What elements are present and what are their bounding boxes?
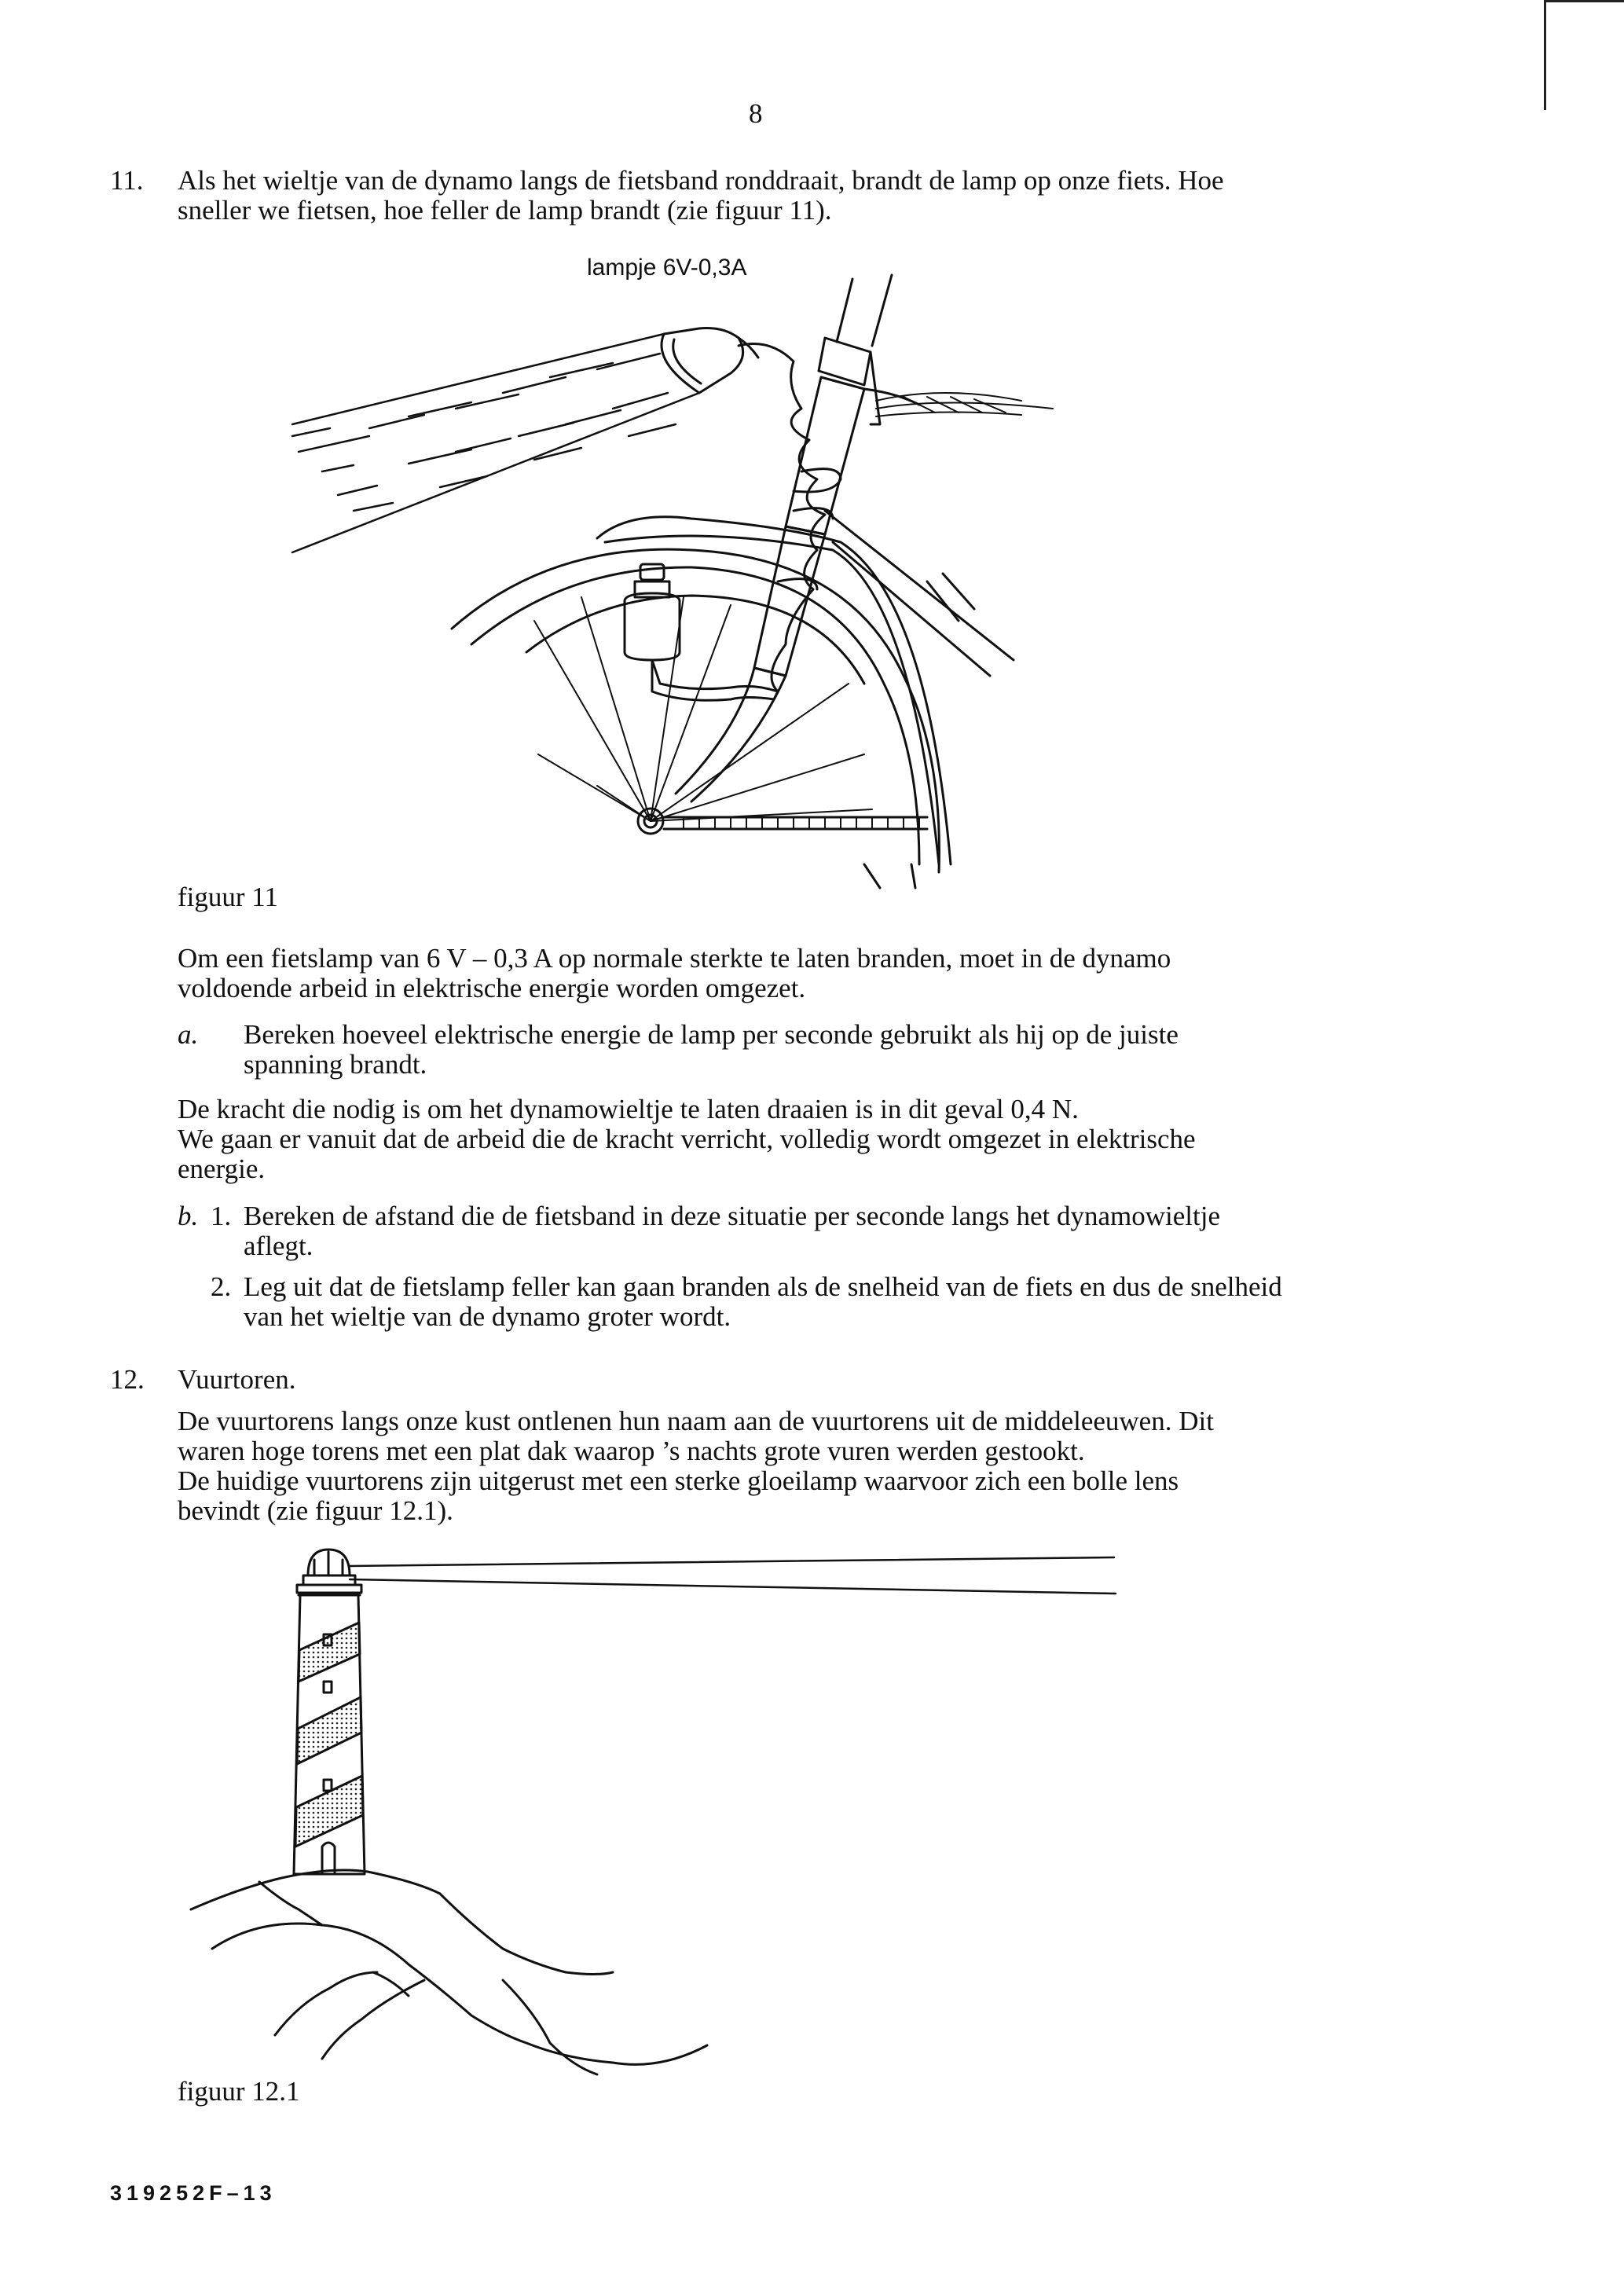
question-12-title: Vuurtoren. xyxy=(178,1364,296,1395)
question-11-text: Als het wieltje van de dynamo langs de fietsband ronddraait, brandt de lamp op onze fiets. Hoe xyxy=(178,165,1224,196)
question-11a-text: Bereken hoeveel elektrische energie de lamp per seconde gebruikt als hij op de juiste xyxy=(244,1019,1179,1050)
question-11b2-text: van het wieltje van de dynamo groter wordt. xyxy=(244,1301,731,1332)
question-11-paragraph: energie. xyxy=(178,1154,266,1184)
question-11a-label: a. xyxy=(178,1019,199,1050)
lighthouse-hill xyxy=(191,1870,707,2074)
question-11-paragraph: De kracht die nodig is om het dynamowieltje te laten draaien is in dit geval 0,4 N. xyxy=(178,1094,1079,1124)
question-11-paragraph: We gaan er vanuit dat de arbeid die de kracht verricht, volledig wordt omgezet in elektrische xyxy=(178,1124,1196,1154)
question-11b1-text: aflegt. xyxy=(244,1231,313,1261)
footer-code: 319252F–13 xyxy=(110,2181,277,2205)
question-11b2-number: 2. xyxy=(211,1271,232,1302)
figure-11-caption: figuur 11 xyxy=(178,882,278,912)
question-12-text: De huidige vuurtorens zijn uitgerust met een sterke gloeilamp waarvoor zich een bolle lens xyxy=(178,1465,1179,1496)
question-12-number: 12. xyxy=(110,1364,145,1395)
page-number: 8 xyxy=(749,98,763,129)
question-12-text: De vuurtorens langs onze kust ontlenen hun naam aan de vuurtorens uit de middeleeuwen. Dit xyxy=(178,1406,1214,1436)
question-12-text: bevindt (zie figuur 12.1). xyxy=(178,1495,453,1526)
question-11b-label: b. xyxy=(178,1201,199,1231)
question-11b2-text: Leg uit dat de fietslamp feller kan gaan branden als de snelheid van de fiets en dus de snelheid xyxy=(244,1271,1282,1302)
figure-12-1-caption: figuur 12.1 xyxy=(178,2076,300,2107)
question-11-paragraph: voldoende arbeid in elektrische energie worden omgezet. xyxy=(178,973,806,1003)
question-11b1-number: 1. xyxy=(211,1201,232,1231)
question-11-paragraph: Om een fietslamp van 6 V – 0,3 A op normale sterkte te laten branden, moet in de dynamo xyxy=(178,943,1171,974)
lighthouse-tower xyxy=(294,1595,365,1874)
question-11-text: sneller we fietsen, hoe feller de lamp brandt (zie figuur 11). xyxy=(178,195,832,226)
figure-11-lamp-label: lampje 6V-0,3A xyxy=(587,255,747,281)
question-12-text: waren hoge torens met een plat dak waarop ’s nachts grote vuren werden gestookt. xyxy=(178,1436,1085,1466)
question-11a-text: spanning brandt. xyxy=(244,1049,427,1080)
lantern-room xyxy=(297,1550,361,1595)
lighthouse-beam xyxy=(350,1557,1116,1594)
question-11-number: 11. xyxy=(110,165,144,196)
question-11b1-text: Bereken de afstand die de fietsband in deze situatie per seconde langs het dynamowieltje xyxy=(244,1201,1221,1231)
